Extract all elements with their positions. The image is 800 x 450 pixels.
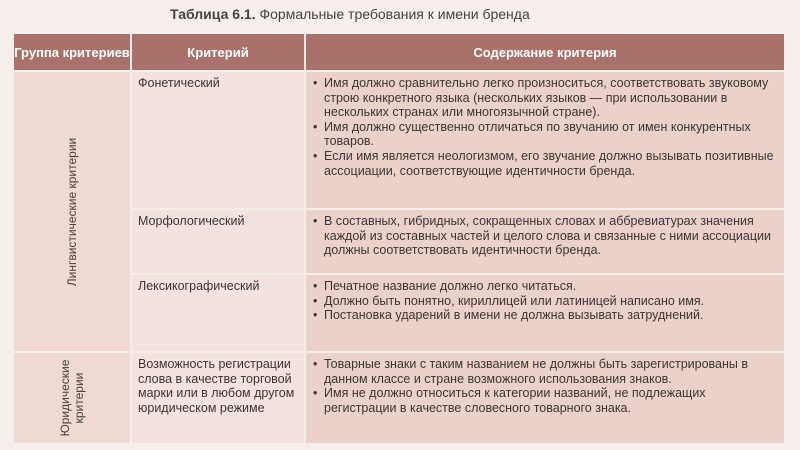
requirement-item: • Имя должно существенно отличаться по звучанию от имен конкурентных товаров. (312, 120, 778, 149)
group-cell-linguistic (13, 71, 131, 352)
criterion-cell: Лексикографический (131, 274, 305, 352)
table-caption (170, 6, 530, 22)
group-label-legal-line1: Юридические (58, 359, 72, 437)
group-label-linguistic: Лингвистические критерии (65, 137, 79, 286)
requirement-item: • Если имя является неологизмом, его звучание должно вызывать позитивные ассоциации, соответствующие идентичности бренда. (312, 149, 778, 178)
table-number: Таблица 6.1. (170, 6, 256, 22)
table-title: Формальные требования к имени бренда (259, 6, 530, 22)
requirement-item: • Имя должно сравнительно легко произноситься, соответствовать звуковому строю конкретного языка (нескольких языков — при использовании в нескольких странах или многоязычной стране). (312, 76, 778, 120)
criterion-cell: Морфологический (131, 209, 305, 274)
content-cell (305, 209, 785, 274)
requirement-item: • Имя не должно относиться к категории названий, не подлежащих регистрации в качестве словесного товарного знака. (312, 386, 778, 415)
requirements-list (312, 214, 778, 258)
requirements-table (12, 32, 786, 445)
requirements-list (312, 279, 778, 323)
requirement-item: • Товарные знаки с таким названием не должны быть зарегистрированы в данном классе и стране возможного использования знаков. (312, 357, 778, 386)
requirement-item: • Печатное название должно легко читаться. (312, 279, 778, 294)
table-row (13, 352, 785, 444)
content-cell (305, 352, 785, 444)
group-label-legal (58, 360, 86, 437)
group-label-legal-line2: критерии (72, 372, 86, 424)
requirement-item: • В составных, гибридных, сокращенных словах и аббревиатурах значения каждой из составных частей и целого слова и связанные с ними ассоциации должны соответствовать идентичности бренда. (312, 214, 778, 258)
criterion-cell: Возможность регистрации слова в качестве торговой марки или в любом другом юридическом режиме (131, 352, 305, 444)
table-header-row (13, 33, 785, 71)
requirements-list (312, 76, 778, 178)
group-cell-legal (13, 352, 131, 444)
header-group: Группа критериев (13, 33, 131, 71)
requirement-item: • Постановка ударений в имени не должна вызывать затруднений. (312, 308, 778, 323)
content-cell (305, 71, 785, 209)
requirements-list (312, 357, 778, 415)
requirement-item: • Должно быть понятно, кириллицей или латиницей написано имя. (312, 294, 778, 309)
table-row (13, 71, 785, 209)
content-cell (305, 274, 785, 352)
criterion-cell: Фонетический (131, 71, 305, 209)
header-content: Содержание критерия (305, 33, 785, 71)
header-criterion: Критерий (131, 33, 305, 71)
